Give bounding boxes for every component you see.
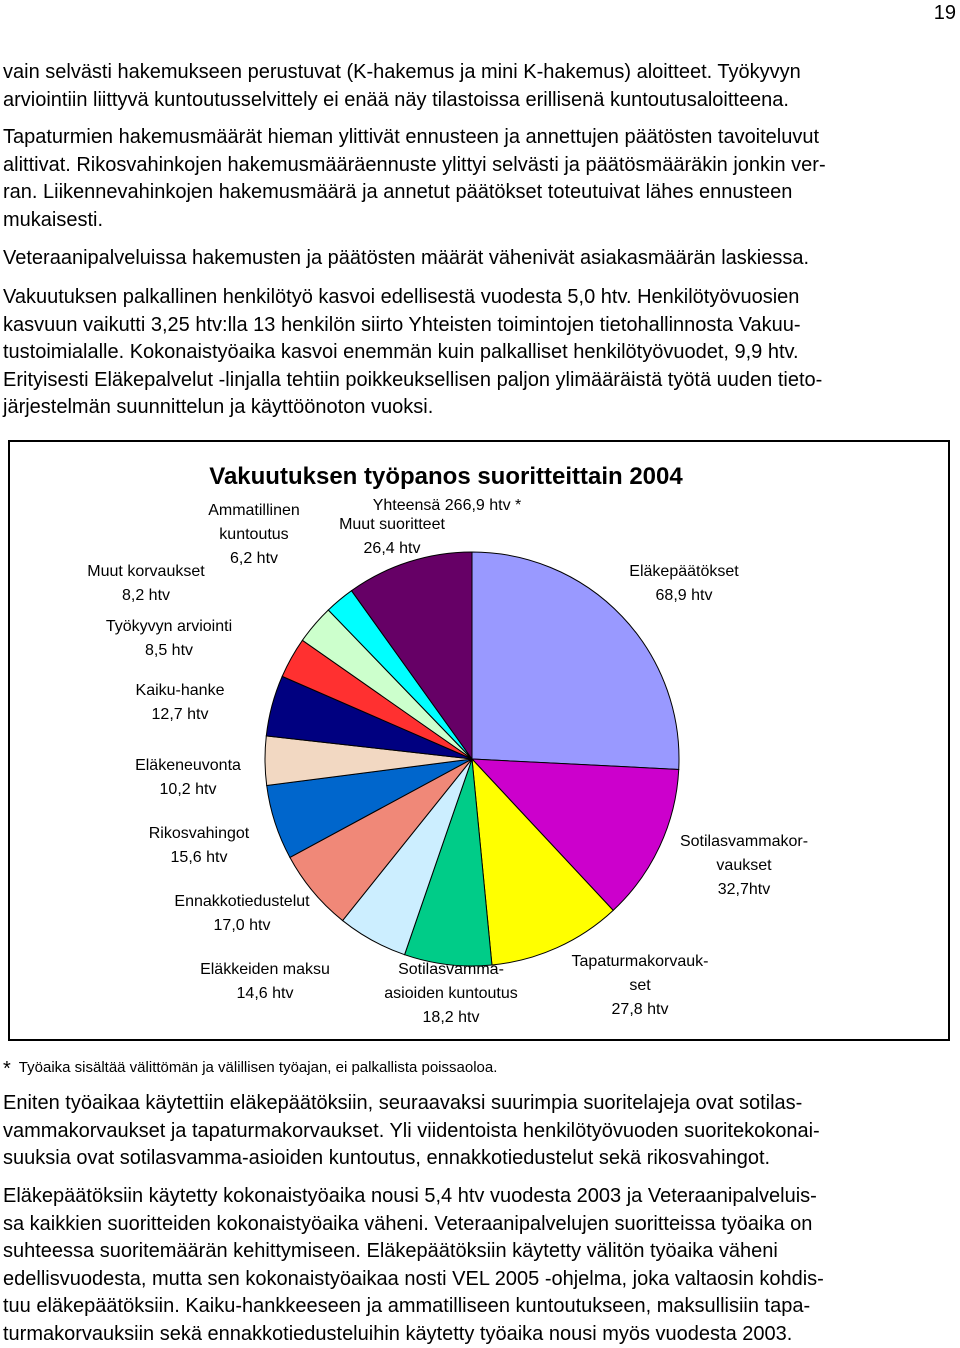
footnote-marker: * <box>3 1058 11 1080</box>
slice-label-line: Sotilasvammakor- <box>680 833 808 850</box>
chart-subtitle: Yhteensä 266,9 htv * <box>373 497 522 514</box>
text-line: tustoimialalle. Kokonaistyöaika kasvoi enemmän kuin palkalliset henkilötyövuodet, 9,9 htv. <box>3 339 955 367</box>
text-line: edellisvuodesta, mutta sen kokonaistyöaikaa nosti VEL 2005 -ohjelma, joka valtaosin kohdis- <box>3 1266 955 1294</box>
slice-label <box>680 833 808 898</box>
slice-label <box>572 953 709 1018</box>
text-line: sa kaikkien suoritteiden kokonaistyöaika väheni. Veteraanipalvelujen suoritteissa työaika on <box>3 1211 955 1239</box>
pie-slices <box>265 552 679 966</box>
pie-chart <box>10 442 948 1039</box>
text-line: Eniten työaikaa käytettiin eläkepäätöksiin, seuraavaksi suurimpia suoritelajeja ovat sotilas- <box>3 1090 955 1118</box>
slice-label <box>384 961 517 1026</box>
slice-label-line: Eläkkeiden maksu <box>200 961 330 978</box>
slice-label <box>87 563 205 604</box>
text-line: turmakorvauksiin sekä ennakkotiedusteluihin käytetty työaika nousi myös vuodesta 2003. <box>3 1321 955 1348</box>
slice-label <box>629 563 739 604</box>
slice-label <box>208 502 300 567</box>
text-line: Veteraanipalveluissa hakemusten ja päätösten määrät vähenivät asiakasmäärän laskiessa. <box>3 245 955 273</box>
pie-slice <box>472 552 679 769</box>
text-line: tuu eläkepäätöksiin. Kaiku-hankkeeseen ja ammatilliseen kuntoutukseen, maksullisiin tapa- <box>3 1293 955 1321</box>
slice-label-line: 27,8 htv <box>612 1001 669 1018</box>
slice-label-line: set <box>629 977 651 994</box>
text-line: Erityisesti Eläkepalvelut -linjalla tehtiin poikkeuksellisen paljon ylimääräistä työtä uuden tieto- <box>3 367 955 395</box>
text-line: Eläkepäätöksiin käytetty kokonaistyöaika nousi 5,4 htv vuodesta 2003 ja Veteraanipalveluis- <box>3 1183 955 1211</box>
slice-label-line: 10,2 htv <box>160 781 217 798</box>
slice-label <box>339 516 445 557</box>
paragraph-5 <box>3 1090 955 1173</box>
text-line: mukaisesti. <box>3 207 955 235</box>
paragraph-1 <box>3 59 955 114</box>
paragraph-6 <box>3 1183 955 1348</box>
footnote-text: Työaika sisältää välittömän ja välillisen työajan, ei palkallista poissaoloa. <box>19 1059 498 1076</box>
slice-label <box>149 825 250 866</box>
paragraph-2 <box>3 124 955 234</box>
slice-label <box>136 682 225 723</box>
slice-label-line: Muut suoritteet <box>339 516 445 533</box>
slice-label-line: 12,7 htv <box>152 706 209 723</box>
page-number: 19 <box>934 2 956 25</box>
text-line: vain selvästi hakemukseen perustuvat (K-hakemus ja mini K-hakemus) aloitteet. Työkyvyn <box>3 59 955 87</box>
slice-label-line: 6,2 htv <box>230 550 278 567</box>
slice-label-line: 18,2 htv <box>423 1009 480 1026</box>
text-line: kasvuun vaikutti 3,25 htv:lla 13 henkilön siirto Yhteisten toimintojen tietohallinnosta Vakuu- <box>3 312 955 340</box>
slice-label-line: Sotilasvamma- <box>398 961 504 978</box>
slice-label-line: Rikosvahingot <box>149 825 250 842</box>
text-line: Vakuutuksen palkallinen henkilötyö kasvoi edellisestä vuodesta 5,0 htv. Henkilötyövuosien <box>3 284 955 312</box>
text-line: vammakorvaukset ja tapaturmakorvaukset. Yli viidentoista henkilötyövuoden suoritekokonai- <box>3 1118 955 1146</box>
slice-label-line: 68,9 htv <box>656 587 713 604</box>
text-line: arviointiin liittyvä kuntoutusselvittely ei enää näy tilastoissa erillisenä kuntoutusaloitteena. <box>3 87 955 115</box>
slice-label-line: Työkyvyn arviointi <box>106 618 232 635</box>
slice-label <box>106 618 232 659</box>
slice-label <box>200 961 330 1002</box>
text-line: suuksia ovat sotilasvamma-asioiden kuntoutus, ennakkotiedustelut sekä rikosvahingot. <box>3 1145 955 1173</box>
text-line: Tapaturmien hakemusmäärät hieman ylittivät ennusteen ja annettujen päätösten tavoiteluvut <box>3 124 955 152</box>
slice-label-line: 8,5 htv <box>145 642 193 659</box>
text-line: suhteessa suoritemäärän kehittymiseen. Eläkepäätöksiin käytetty välitön työaika väheni <box>3 1238 955 1266</box>
slice-label-line: Eläkeneuvonta <box>135 757 241 774</box>
slice-label-line: vaukset <box>716 857 772 874</box>
slice-label-line: 26,4 htv <box>364 540 421 557</box>
slice-label-line: asioiden kuntoutus <box>384 985 517 1002</box>
slice-label-line: 14,6 htv <box>237 985 294 1002</box>
slice-label-line: 32,7htv <box>718 881 770 898</box>
chart-title: Vakuutuksen työpanos suoritteittain 2004 <box>209 463 683 490</box>
text-line: järjestelmän suunnittelun ja käyttöönoton vuoksi. <box>3 394 955 422</box>
paragraph-3 <box>3 245 955 273</box>
slice-label-line: Kaiku-hanke <box>136 682 225 699</box>
slice-label-line: Ennakkotiedustelut <box>174 893 310 910</box>
slice-label-line: 15,6 htv <box>171 849 228 866</box>
slice-label-line: Eläkepäätökset <box>629 563 739 580</box>
paragraph-4 <box>3 284 955 422</box>
slice-label-line: kuntoutus <box>219 526 288 543</box>
slice-label-line: Tapaturmakorvauk- <box>572 953 709 970</box>
slice-label-line: 17,0 htv <box>214 917 271 934</box>
slice-label-line: Muut korvaukset <box>87 563 205 580</box>
slice-label <box>174 893 310 934</box>
slice-label-line: 8,2 htv <box>122 587 170 604</box>
slice-label-line: Ammatillinen <box>208 502 300 519</box>
text-line: ran. Liikennevahinkojen hakemusmäärä ja annetut päätökset toteutuivat lähes ennusteen <box>3 179 955 207</box>
text-line: alittivat. Rikosvahinkojen hakemusmääräennuste ylittyi selvästi ja päätösmääräkin jonkin ver- <box>3 152 955 180</box>
slice-label <box>135 757 241 798</box>
chart-frame <box>8 440 950 1041</box>
footnote <box>3 1055 497 1078</box>
